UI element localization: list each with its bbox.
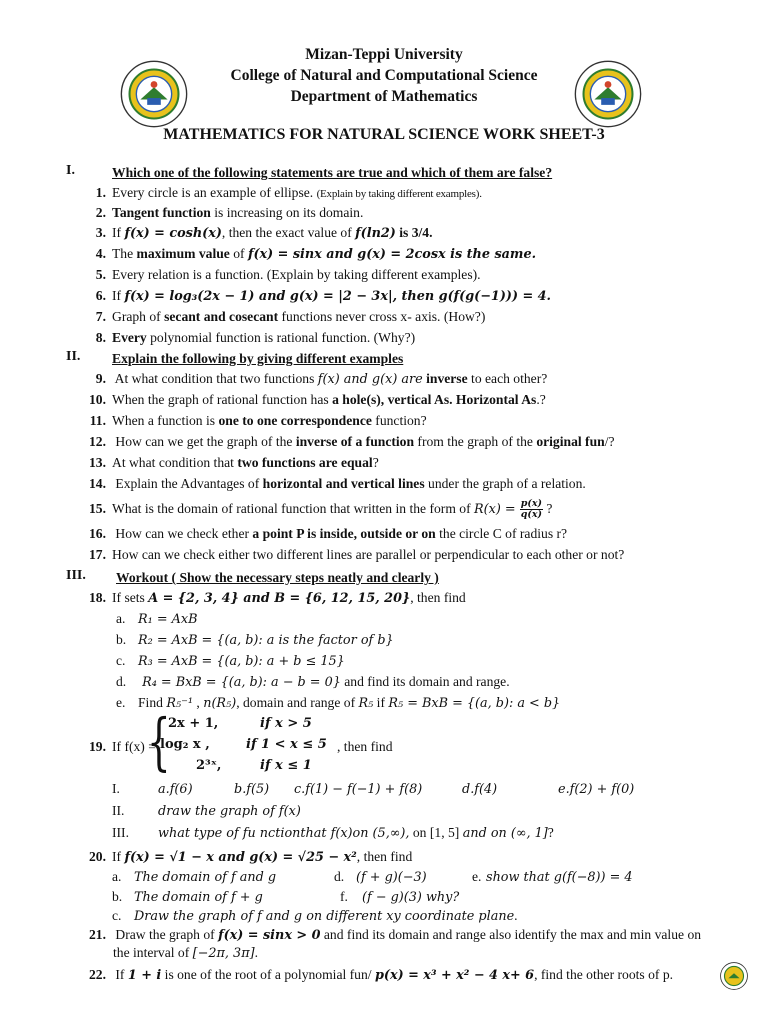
question-number: 16. <box>89 526 106 541</box>
question-text: , find the other roots of p. <box>534 967 674 982</box>
question-text: Explain the Advantages of <box>112 476 263 491</box>
question-20-c <box>112 907 518 925</box>
question-number: 1. <box>95 185 106 200</box>
sub-label: b. <box>112 889 123 904</box>
math-expr: d.f(4) <box>462 782 498 797</box>
question-2 <box>84 204 363 221</box>
math-expr: Draw the graph of f and g on different xy coordinate plane <box>134 909 515 924</box>
question-8 <box>84 329 415 346</box>
question-bold: Tangent function <box>112 205 211 220</box>
question-text: Draw the graph of <box>112 927 219 942</box>
question-13 <box>84 454 379 471</box>
math-expr: R₂ = AxB = {(a, b): a is the factor of b} <box>138 633 394 648</box>
section-heading-text: Workout ( Show the necessary steps neatly and clearly ) <box>116 570 439 585</box>
question-18-c <box>116 652 345 670</box>
piece-expr: 2³ˣ, <box>196 758 222 773</box>
question-text: ? <box>372 455 379 470</box>
question-21 <box>84 926 701 944</box>
sub-label: c. <box>112 908 122 923</box>
question-text: function? <box>371 413 427 428</box>
section-3-number: III. <box>66 568 86 583</box>
question-text: to each other? <box>467 371 548 386</box>
question-18 <box>84 589 466 607</box>
math-expr: The domain of f + g <box>134 890 263 905</box>
question-text: functions never cross x- axis. (How?) <box>278 309 486 324</box>
math-expr: a.f(6) <box>158 782 193 797</box>
question-9 <box>84 370 547 388</box>
question-11 <box>84 412 427 429</box>
question-bold: maximum value <box>136 246 230 261</box>
roman-label: III. <box>112 825 129 840</box>
sub-label: a. <box>116 611 126 626</box>
sub-label: a. <box>112 869 122 884</box>
question-22 <box>84 966 673 984</box>
question-text: .? <box>536 392 546 407</box>
question-14 <box>84 475 586 492</box>
question-21-cont <box>113 944 258 962</box>
question-text: If <box>112 225 125 240</box>
math-expr: f(x) = log₃(2x − 1) and g(x) = |2 − 3x|, then g(f(g(−1))) = 4. <box>124 289 551 304</box>
piece-condition: if x ≤ 1 <box>260 758 312 773</box>
question-number: 10. <box>89 392 106 407</box>
question-5 <box>84 266 481 283</box>
question-6 <box>84 287 551 305</box>
question-20 <box>84 848 412 866</box>
question-text: , then find <box>410 590 466 605</box>
question-18-a <box>116 610 198 628</box>
question-number: 21. <box>89 927 106 942</box>
question-19 <box>84 738 156 755</box>
question-text: ? <box>543 501 553 516</box>
question-text: If f(x) = <box>112 739 156 754</box>
question-bold: one to one correspondence <box>218 413 372 428</box>
question-text: Every relation is a function. (Explain by taking different examples). <box>112 267 481 282</box>
question-17 <box>84 546 624 563</box>
question-bold: horizontal and vertical lines <box>262 476 425 491</box>
question-text: and find its domain and range. <box>340 674 510 689</box>
question-10 <box>84 391 546 408</box>
question-text: At what condition that two functions <box>112 371 318 386</box>
math-expr: f(x) = sinx > 0 <box>218 928 321 943</box>
section-2-number: II. <box>66 349 81 364</box>
question-number: 22. <box>89 967 106 982</box>
question-text: , then find <box>337 739 393 754</box>
roman-label: I. <box>112 781 120 796</box>
question-text: on [1, 5] <box>409 825 463 840</box>
math-expr: R₄ = BxB = {(a, b): a − b = 0} <box>138 675 341 690</box>
section-1-number: I. <box>66 163 75 178</box>
question-bold: a hole(s), vertical As. Horizontal As <box>332 392 537 407</box>
question-text: Every circle is an example of ellipse. <box>112 185 317 200</box>
question-12 <box>84 433 615 450</box>
piece-expr: 2x + 1, <box>168 716 219 731</box>
department-name: Department of Mathematics <box>290 88 478 105</box>
question-text: . <box>254 945 259 960</box>
question-number: 2. <box>95 205 106 220</box>
question-number: 15. <box>89 501 106 516</box>
question-text: If <box>112 288 125 303</box>
question-text: When the graph of rational function has <box>112 392 333 407</box>
question-text: , domain and range of <box>236 695 359 710</box>
piecewise-case-2 <box>160 737 327 752</box>
question-text: the circle C of radius r? <box>435 526 568 541</box>
question-bold: two functions are equal <box>237 455 373 470</box>
sub-label: c. <box>116 653 126 668</box>
university-seal-small <box>720 962 748 990</box>
question-number: 17. <box>89 547 106 562</box>
math-expr: show that g(f(−8)) = 4 <box>486 870 633 885</box>
math-expr: f(ln2) <box>355 226 396 241</box>
question-text: If <box>112 967 128 982</box>
math-expr: draw the graph of f(x) <box>158 804 301 819</box>
question-text: from the graph of the <box>414 434 537 449</box>
question-number: 7. <box>95 309 106 324</box>
math-expr: what type of fu nctionthat f(x)on (5,∞), <box>158 826 410 841</box>
question-number: 9. <box>95 371 106 386</box>
question-number: 19. <box>89 739 106 754</box>
question-text: What is the domain of rational function that written in the form of <box>112 501 475 516</box>
question-text: At what condition that <box>112 455 238 470</box>
question-text: . <box>514 908 518 923</box>
sub-label: d. <box>116 674 127 689</box>
question-4 <box>84 245 536 263</box>
question-bold: Every <box>112 330 147 345</box>
math-expr: R₃ = AxB = {(a, b): a + b ≤ 15} <box>138 654 345 669</box>
math-expr: R₅ <box>358 696 374 711</box>
question-bold: original fun <box>536 434 605 449</box>
math-expr: e.f(2) + f(0) <box>558 782 635 797</box>
math-expr: R(x) = <box>474 502 520 517</box>
question-bold: inverse <box>422 371 468 386</box>
question-15 <box>84 496 552 523</box>
question-text: If <box>112 849 125 864</box>
section-heading-text: Which one of the following statements are true and which of them are false? <box>112 165 553 180</box>
math-expr: f(x) and g(x) are <box>317 372 423 387</box>
question-text: /? <box>604 434 615 449</box>
question-text: Graph of <box>112 309 165 324</box>
question-text: ? <box>547 825 554 840</box>
question-text: of <box>229 246 248 261</box>
question-text: , then the exact value of <box>221 225 356 240</box>
math-expr: f(x) = cosh(x) <box>124 226 222 241</box>
question-text: When a function is <box>112 413 219 428</box>
question-18-d <box>116 673 510 691</box>
question-1 <box>84 184 482 203</box>
fraction <box>520 499 543 520</box>
section-heading-text: Explain the following by giving different examples <box>112 351 404 366</box>
question-number: 4. <box>95 246 106 261</box>
question-number: 13. <box>89 455 106 470</box>
question-text: is one of the root of a polynomial fun/ <box>161 967 375 982</box>
fraction-denominator: q(x) <box>520 509 543 521</box>
math-expr: R₅⁻¹ <box>166 696 193 711</box>
question-text: polynomial function is rational function. (Why?) <box>146 330 416 345</box>
sub-label: f. <box>340 889 348 904</box>
piece-condition: if 1 < x ≤ 5 <box>246 737 327 752</box>
math-expr: f(x) = sinx and g(x) = 2cosx is the same. <box>247 247 537 262</box>
math-expr: [−2π, 3π] <box>192 946 255 961</box>
question-text: and find its domain and range also identify the max and min value on <box>320 927 702 942</box>
question-number: 11. <box>89 413 106 428</box>
math-expr: (f − g)(3) why? <box>362 890 460 905</box>
question-text: If sets <box>112 590 149 605</box>
question-number: 6. <box>95 288 106 303</box>
math-expr: R₁ = AxB <box>138 612 198 627</box>
question-text: , <box>193 695 204 710</box>
math-expr: b.f(5) <box>234 782 270 797</box>
sub-label: e. <box>472 869 482 884</box>
math-expr: p(x) = x³ + x² − 4 x+ 6 <box>374 968 535 983</box>
question-bold: inverse of a function <box>295 434 415 449</box>
question-number: 18. <box>89 590 106 605</box>
question-16 <box>84 525 567 542</box>
roman-label: II. <box>112 803 125 818</box>
question-20-b <box>112 888 459 906</box>
math-expr: c.f(1) − f(−1) + f(8) <box>294 782 423 797</box>
question-number: 14. <box>89 476 106 491</box>
section-3-heading <box>116 569 439 586</box>
worksheet-title: MATHEMATICS FOR NATURAL SCIENCE WORK SHEET-3 <box>163 126 605 143</box>
header <box>150 44 618 107</box>
question-text: Find <box>138 695 167 710</box>
question-19-part-1 <box>112 780 634 798</box>
fraction-numerator: p(x) <box>520 498 543 510</box>
question-bold: a point P is inside, outside or on <box>252 526 436 541</box>
piecewise-case-3 <box>196 758 312 773</box>
math-expr: and on (∞, 1] <box>462 826 548 841</box>
question-number: 3. <box>95 225 106 240</box>
question-number: 12. <box>89 434 106 449</box>
piece-expr: log₂ x , <box>160 737 210 752</box>
sub-label: d. <box>334 869 345 884</box>
math-expr: 1 + i <box>127 968 162 983</box>
question-text: How can we get the graph of the <box>112 434 296 449</box>
section-2-heading <box>112 350 403 367</box>
question-text: How can we check either two different lines are parallel or perpendicular to each other or not? <box>112 547 625 562</box>
math-expr: (f + g)(−3) <box>356 870 427 885</box>
question-19-part-2 <box>112 802 301 820</box>
sub-label: e. <box>116 695 126 710</box>
math-expr: A = {2, 3, 4} and B = {6, 12, 15, 20} <box>148 591 411 606</box>
math-expr: n(R₅) <box>203 696 237 711</box>
question-text: , then find <box>356 849 413 864</box>
question-3 <box>84 224 432 242</box>
question-number: 5. <box>95 267 106 282</box>
math-expr: The domain of f and g <box>134 870 277 885</box>
piece-condition: if x > 5 <box>260 716 312 731</box>
question-20-a <box>112 868 633 886</box>
question-text: if <box>373 695 389 710</box>
question-note: (Explain by taking different examples). <box>316 188 482 200</box>
question-text: How can we check ether <box>112 526 253 541</box>
question-19-tail <box>337 738 393 755</box>
question-18-e <box>116 694 560 712</box>
university-name: Mizan-Teppi University <box>305 46 463 63</box>
question-text: The <box>112 246 137 261</box>
question-number: 20. <box>89 849 106 864</box>
piecewise-brace: { <box>147 705 171 778</box>
college-name: College of Natural and Computational Science <box>230 67 538 84</box>
question-text: is increasing on its domain. <box>210 205 364 220</box>
piecewise-case-1 <box>168 716 312 731</box>
question-19-part-3 <box>112 824 554 842</box>
question-text: under the graph of a relation. <box>424 476 586 491</box>
math-expr: R₅ = BxB = {(a, b): a < b} <box>388 696 561 711</box>
math-expr: f(x) = √1 − x and g(x) = √25 − x² <box>124 850 357 865</box>
question-bold: secant and cosecant <box>164 309 279 324</box>
sub-label: b. <box>116 632 127 647</box>
question-18-b <box>116 631 394 649</box>
question-bold: is 3/4. <box>395 225 433 240</box>
section-1-heading <box>112 164 552 181</box>
question-number: 8. <box>95 330 106 345</box>
question-text: the interval of <box>113 945 193 960</box>
question-7 <box>84 308 485 325</box>
